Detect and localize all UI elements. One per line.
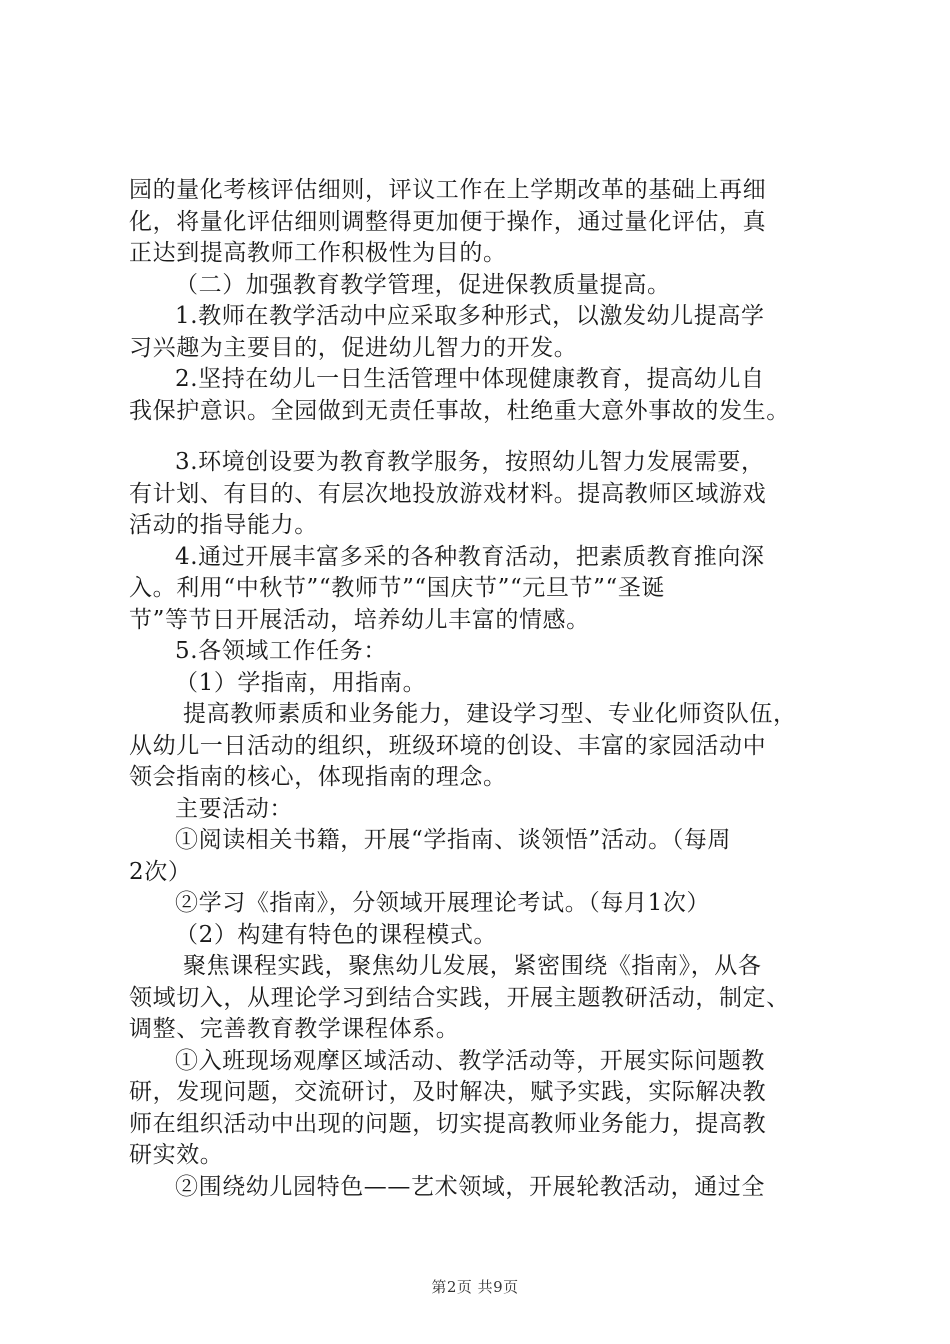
text-line: 领域切入，从理论学习到结合实践，开展主题教研活动，制定、 [129, 984, 790, 1011]
text-line: 2.坚持在幼儿一日生活管理中体现健康教育，提高幼儿自 [175, 366, 765, 392]
text-line: 师在组织活动中出现的问题，切实提高教师业务能力，提高教 [129, 1110, 767, 1137]
section-heading: （二）加强教育教学管理，促进保教质量提高。 [175, 271, 671, 298]
text-line: 研实效。 [129, 1142, 224, 1168]
text-line: 提高教师素质和业务能力，建设学习型、专业化师资队伍， [183, 701, 797, 727]
text-line: 领会指南的核心，体现指南的理念。 [129, 764, 507, 790]
text-line: 有计划、有目的、有层次地投放游戏材料。提高教师区域游戏 [129, 480, 767, 507]
sub-heading: （2）构建有特色的课程模式。 [175, 921, 498, 948]
text-line: 主要活动： [175, 795, 293, 822]
text-line: 研，发现问题，交流研讨，及时解决，赋予实践，实际解决教 [129, 1079, 767, 1105]
list-item: ②学习《指南》，分领域开展理论考试。（每月1次） [175, 890, 711, 916]
list-item: ②围绕幼儿园特色——艺术领域，开展轮教活动，通过全 [175, 1173, 765, 1200]
text-line: 化，将量化评估细则调整得更加便于操作，通过量化评估，真 [129, 208, 767, 235]
text-line: 5.各领域工作任务： [175, 638, 387, 664]
text-line: 3.环境创设要为教育教学服务，按照幼儿智力发展需要， [175, 449, 765, 475]
text-line: 活动的指导能力。 [129, 512, 318, 538]
text-line: 2次） [129, 858, 192, 885]
text-line: 4.通过开展丰富多采的各种教育活动，把素质教育推向深 [175, 543, 765, 570]
list-item: ①入班现场观摩区域活动、教学活动等，开展实际问题教 [175, 1047, 765, 1074]
sub-heading: （1）学指南，用指南。 [175, 669, 427, 696]
text-line: 习兴趣为主要目的，促进幼儿智力的开发。 [129, 334, 578, 361]
text-line: 我保护意识。全园做到无责任事故，杜绝重大意外事故的发生。 [129, 397, 790, 424]
text-line: 正达到提高教师工作积极性为目的。 [129, 240, 507, 266]
text-line: 调整、完善教育教学课程体系。 [129, 1016, 460, 1042]
document-body [129, 175, 841, 1203]
text-line: 园的量化考核评估细则，评议工作在上学期改革的基础上再细 [129, 177, 767, 203]
page-number-footer: 第2页 共9页 [431, 1278, 519, 1296]
text-line: 节”等节日开展活动，培养幼儿丰富的情感。 [129, 606, 590, 633]
text-line: 聚焦课程实践，聚焦幼儿发展，紧密围绕《指南》，从各 [183, 953, 762, 979]
text-line: 从幼儿一日活动的组织，班级环境的创设、丰富的家园活动中 [129, 732, 767, 759]
text-line: 1.教师在教学活动中应采取多种形式，以激发幼儿提高学 [175, 303, 765, 329]
paragraph-gap [129, 427, 841, 447]
text-line: 入。利用“中秋节”“教师节”“国庆节”“元旦节”“圣诞 [129, 575, 666, 601]
list-item: ①阅读相关书籍，开展“学指南、谈领悟”活动。（每周 [175, 827, 732, 853]
